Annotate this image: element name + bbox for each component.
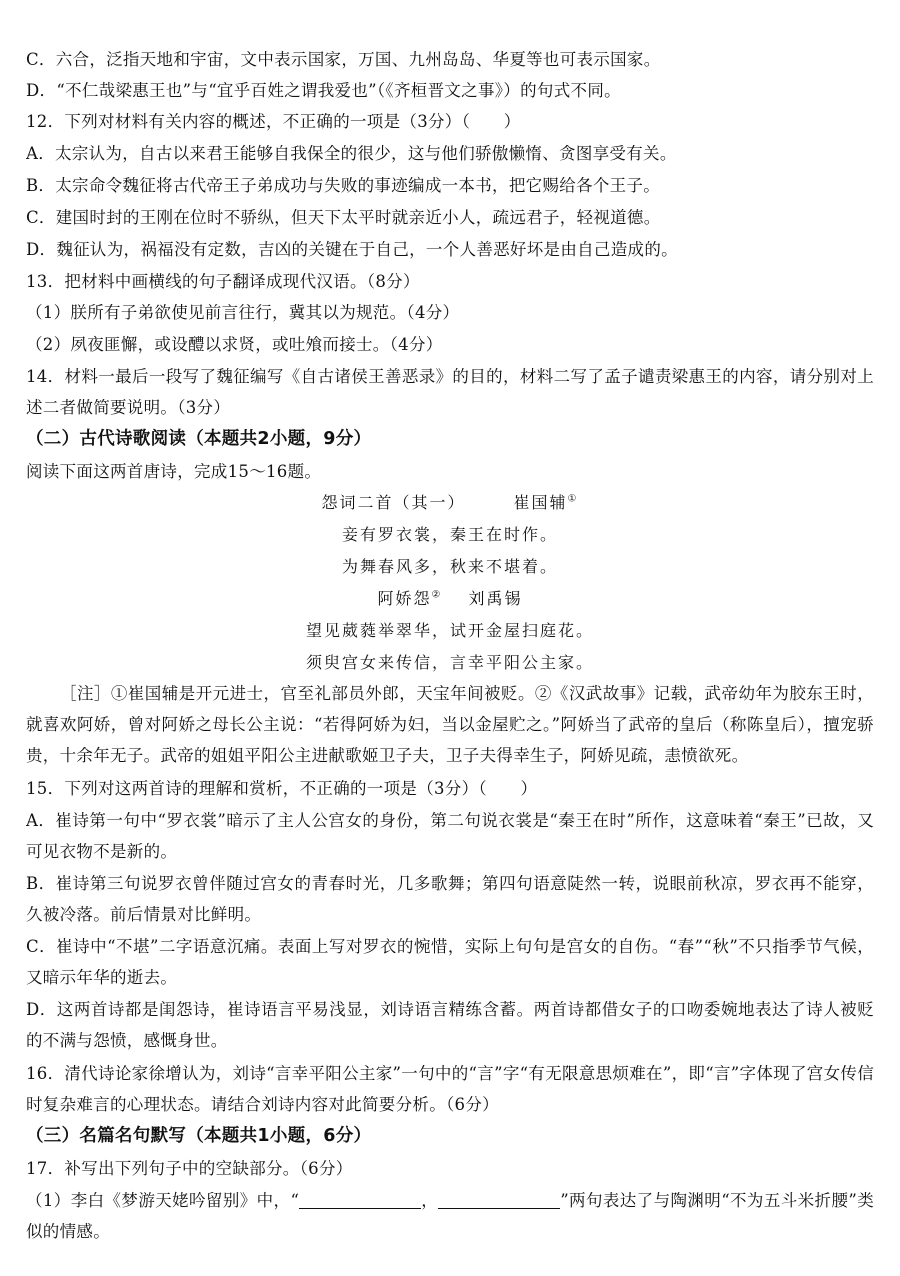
poem-2-line-2: 须臾宫女来传信，言幸平阳公主家。 — [305, 653, 594, 672]
question-12-option-a: A．太宗认为，自古以来君王能够自我保全的很少，这与他们骄傲懒惰、贪图享受有关。 — [26, 144, 677, 163]
poem-1-title: 怨词二首（其一） — [321, 493, 466, 512]
question-15-option-a: A．崔诗第一句中“罗衣裳”暗示了主人公宫女的身份，第二句说衣裳是“秦王在时”所作，这意味着“秦王”已故，又可见衣物不是新的。 — [26, 811, 874, 861]
question-12-stem: 12．下列对材料有关内容的概述，不正确的一项是（3分）（ ） — [26, 112, 521, 131]
answer-blank-1[interactable] — [299, 1190, 421, 1209]
note-mark-1: ① — [567, 493, 579, 505]
answer-blank-2[interactable] — [438, 1190, 560, 1209]
question-17-item-1-after: ”两句表达了与陶渊明“不为五斗米折腰”类似的情感。 — [26, 1191, 874, 1241]
poem-2-title: 阿娇怨 — [377, 589, 432, 608]
question-17-stem: 17．补写出下列句子中的空缺部分。（6分） — [26, 1159, 353, 1178]
section-2-intro: 阅读下面这两首唐诗，完成15～16题。 — [26, 462, 322, 481]
question-13-sentence-2: （2）夙夜匪懈，或设醴以求贤，或吐飧而接士。（4分） — [26, 335, 443, 354]
question-14: 14．材料一最后一段写了魏征编写《自古诸侯王善恶录》的目的，材料二写了孟子谴责梁惠王的内容，请分别对上述二者做简要说明。（3分） — [26, 367, 874, 417]
question-12-option-d: D．魏征认为，祸福没有定数，吉凶的关键在于自己，一个人善恶好坏是由自己造成的。 — [26, 240, 678, 259]
poem-1-author: 崔国辅 — [513, 493, 568, 512]
option-c-q11: C．六合，泛指天地和宇宙，文中表示国家，万国、九州岛岛、华夏等也可表示国家。 — [26, 50, 661, 69]
question-15-stem: 15．下列对这两首诗的理解和赏析，不正确的一项是（3分）（ ） — [26, 779, 538, 798]
poem-2-title-line — [0, 583, 900, 614]
question-15-option-c: C．崔诗中“不堪”二字语意沉痛。表面上写对罗衣的惋惜，实际上句句是宫女的自伤。“春”“秋”不只指季节气候，又暗示年华的逝去。 — [26, 937, 874, 987]
question-13-sentence-1: （1）朕所有子弟欲使见前言往行，冀其以为规范。（4分） — [26, 303, 460, 322]
section-3-heading: （三）名篇名句默写（本题共1小题，6分） — [26, 1126, 372, 1146]
section-2-heading: （二）古代诗歌阅读（本题共2小题，9分） — [26, 429, 372, 449]
poem-2-author: 刘禹锡 — [468, 589, 523, 608]
question-16: 16．清代诗论家徐增认为，刘诗“言幸平阳公主家”一句中的“言”字“有无限意思烦难在”，即“言”字体现了宫女传信时复杂难言的心理状态。请结合刘诗内容对此简要分析。（6分） — [26, 1064, 874, 1114]
poem-1-line-2: 为舞春风多，秋来不堪着。 — [341, 557, 558, 576]
question-12-option-b: B．太宗命令魏征将古代帝王子弟成功与失败的事迹编成一本书，把它赐给各个王子。 — [26, 176, 661, 195]
question-12-option-c: C．建国时封的王刚在位时不骄纵，但天下太平时就亲近小人，疏远君子，轻视道德。 — [26, 208, 661, 227]
question-17-item-1-sep: ， — [421, 1191, 439, 1210]
question-17-item-1-before: （1）李白《梦游天姥吟留别》中，“ — [26, 1191, 300, 1210]
poem-1-line-1: 妾有罗衣裳，秦王在时作。 — [341, 525, 558, 544]
question-15-option-d: D．这两首诗都是闺怨诗，崔诗语言平易浅显，刘诗语言精练含蓄。两首诗都借女子的口吻委婉地表达了诗人被贬的不满与怨愤，感慨身世。 — [26, 1000, 874, 1050]
option-d-q11: D．“不仁哉梁惠王也”与“宜乎百姓之谓我爱也”（《齐桓晋文之事》）的句式不同。 — [26, 81, 621, 100]
question-13-stem: 13．把材料中画横线的句子翻译成现代汉语。（8分） — [26, 272, 420, 291]
poem-2-line-1: 望见葳蕤举翠华，试开金屋扫庭花。 — [305, 621, 594, 640]
poem-1-title-line — [0, 487, 900, 518]
annotation: ［注］①崔国辅是开元进士，官至礼部员外郎，天宝年间被贬。②《汉武故事》记载，武帝幼年为胶东王时，就喜欢阿娇，曾对阿娇之母长公主说：“若得阿娇为妇，当以金屋贮之。”阿娇当了武帝的皇后（称陈皇后），擅宠骄贵，十余年无子。武帝的姐姐平阳公主进献歌姬卫子夫，卫子夫得幸生子，阿娇见疏，恚愤欲死。 — [26, 684, 874, 765]
question-15-option-b: B．崔诗第三句说罗衣曾伴随过宫女的青春时光，几多歌舞；第四句语意陡然一转，说眼前秋凉，罗衣再不能穿，久被冷落。前后情景对比鲜明。 — [26, 874, 874, 924]
note-mark-2: ② — [431, 589, 443, 601]
question-17-item-1 — [26, 1185, 874, 1247]
